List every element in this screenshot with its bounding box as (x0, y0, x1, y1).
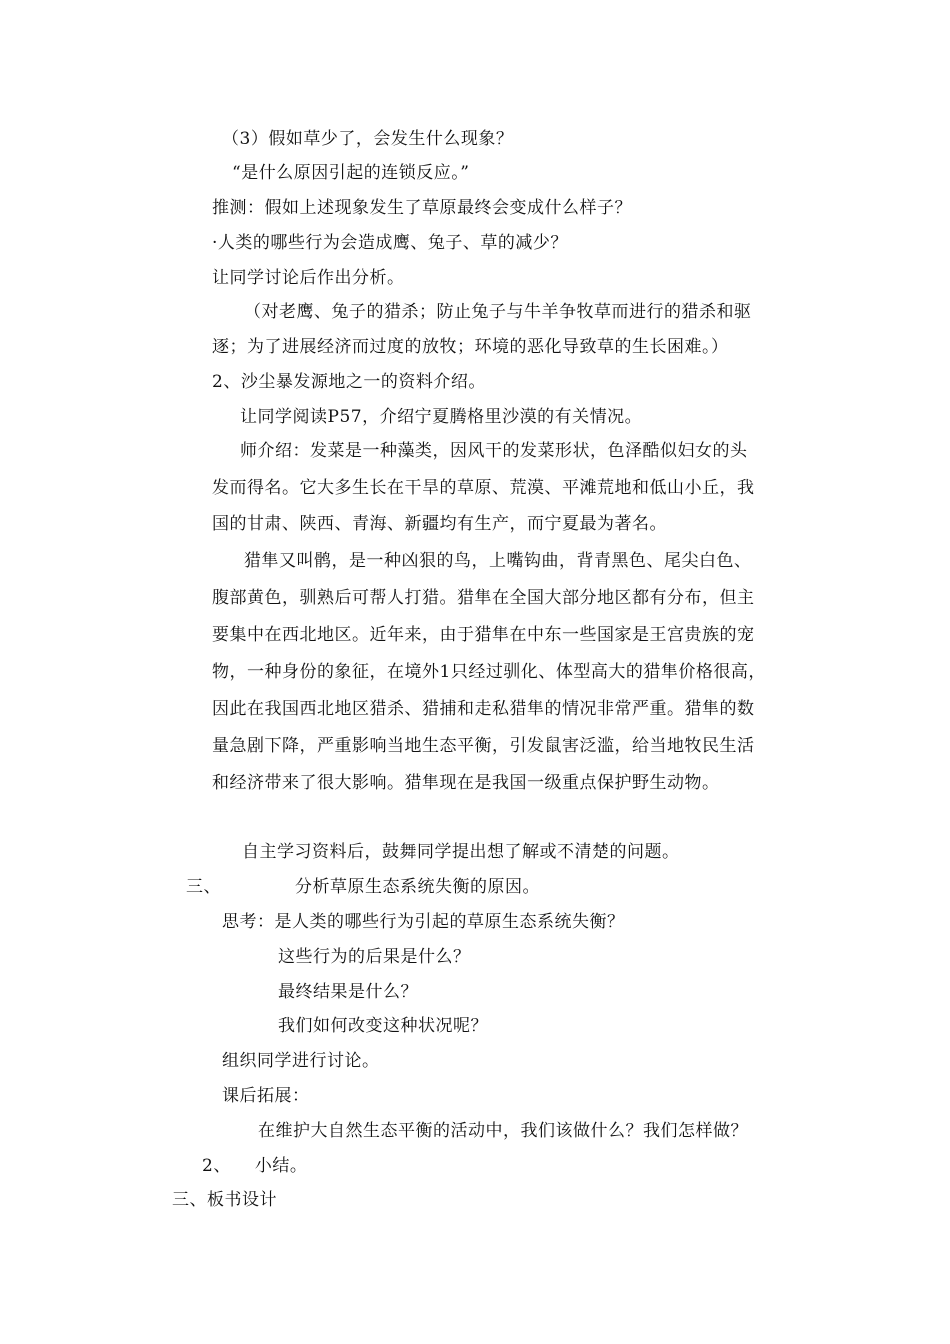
extension-heading: 课后拓展： (222, 1086, 310, 1106)
section-3-number: 三、 (186, 877, 221, 897)
facai-paragraph-line-1: 师介绍：发菜是一种藻类，因风干的发菜形状，色泽酷似妇女的头 (240, 441, 748, 461)
question-3: （3）假如草少了，会发生什么现象？ (222, 129, 514, 149)
falcon-paragraph-line-4: 物，一种身份的象征，在境外1只经过驯化、体型高大的猎隼价格很高， (212, 662, 766, 682)
answer-line-2: 逐；为了进展经济而过度的放牧；环境的恶化导致草的生长困难。） (212, 337, 729, 357)
falcon-paragraph-line-1: 猎隼又叫鹘，是一种凶狠的鸟，上嘴钩曲，背青黑色、尾尖白色、 (244, 551, 752, 571)
thinking-question: 思考：是人类的哪些行为引起的草原生态系统失衡？ (222, 912, 625, 932)
section-2-heading: 2、沙尘暴发源地之一的资料介绍。 (212, 372, 486, 392)
board-design-heading: 三、板书设计 (172, 1190, 277, 1210)
summary-number: 2、 (202, 1156, 231, 1176)
summary-heading (202, 1154, 307, 1178)
falcon-paragraph-line-3: 要集中在西北地区。近年来，由于猎隼在中东一些国家是王宫贵族的宠 (212, 625, 755, 645)
discussion-instruction: 让同学讨论后作出分析。 (212, 268, 405, 288)
chain-reaction-quote: “是什么原因引起的连锁反应。” (232, 163, 470, 183)
falcon-paragraph-line-7: 和经济带来了很大影响。猎隼现在是我国一级重点保护野生动物。 (212, 773, 720, 793)
change-question: 我们如何改变这种状况呢？ (278, 1016, 488, 1036)
result-question: 最终结果是什么？ (278, 982, 418, 1002)
section-3-title: 分析草原生态系统失衡的原因。 (295, 877, 540, 897)
summary-title: 小结。 (254, 1156, 308, 1176)
bullet-human-behaviors: ·人类的哪些行为会造成鹰、兔子、草的减少？ (212, 233, 568, 253)
facai-paragraph-line-2: 发而得名。它大多生长在干旱的草原、荒漠、平滩荒地和低山小丘，我 (212, 478, 755, 498)
reading-instruction: 让同学阅读P57，介绍宁夏腾格里沙漠的有关情况。 (240, 407, 643, 427)
falcon-paragraph-line-6: 量急剧下降，严重影响当地生态平衡，引发鼠害泛滥，给当地牧民生活 (212, 736, 755, 756)
section-3-heading (186, 875, 540, 899)
organize-discussion: 组织同学进行讨论。 (222, 1051, 380, 1071)
falcon-paragraph-line-5: 因此在我国西北地区猎杀、猎捕和走私猎隼的情况非常严重。猎隼的数 (212, 699, 755, 719)
consequence-question: 这些行为的后果是什么？ (278, 947, 471, 967)
speculation-line: 推测：假如上述现象发生了草原最终会变成什么样子？ (212, 198, 632, 218)
extension-question: 在维护大自然生态平衡的活动中，我们该做什么？我们怎样做？ (258, 1121, 748, 1141)
self-study-line: 自主学习资料后，鼓舞同学提出想了解或不清楚的问题。 (242, 842, 680, 862)
facai-paragraph-line-3: 国的甘肃、陕西、青海、新疆均有生产，而宁夏最为著名。 (212, 514, 667, 534)
answer-line-1: （对老鹰、兔子的猎杀；防止兔子与牛羊争牧草而进行的猎杀和驱 (244, 302, 752, 322)
falcon-paragraph-line-2: 腹部黄色，驯熟后可帮人打猎。猎隼在全国大部分地区都有分布，但主 (212, 588, 755, 608)
